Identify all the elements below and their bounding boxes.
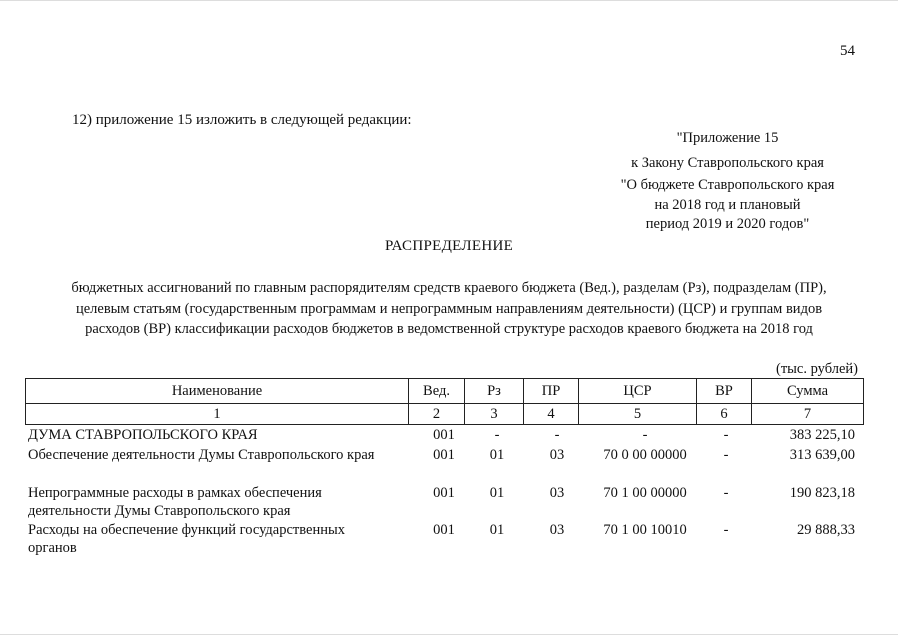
- row-rz: 01: [489, 522, 505, 538]
- row-pr: 03: [549, 522, 565, 538]
- column-header-csr: ЦСР: [579, 379, 697, 404]
- row-csr: -: [642, 427, 648, 443]
- column-header-vr: ВР: [697, 379, 752, 404]
- row-pr: 03: [549, 485, 565, 501]
- row-vr: -: [723, 427, 729, 443]
- row-name-line: Расходы на обеспечение функций государственных: [28, 522, 345, 538]
- column-number: 1: [26, 404, 409, 425]
- row-sum: 313 639,00: [789, 447, 855, 463]
- column-number: 6: [697, 404, 752, 425]
- description-line: целевым статьям (государственным программам и непрограммным направлениям деятельности) (ЦСР) и группам видов: [75, 300, 823, 317]
- row-vr: -: [723, 522, 729, 538]
- appendix-line: период 2019 и 2020 годов": [645, 216, 810, 232]
- description-line: расходов (ВР) классификации расходов бюджетов в ведомственной структуре расходов краевого бюджета на 2018 год: [85, 321, 813, 337]
- column-number: 3: [465, 404, 524, 425]
- column-header-sum: Сумма: [752, 379, 864, 404]
- column-number: 4: [524, 404, 579, 425]
- row-ved: 001: [433, 427, 455, 443]
- document-heading: РАСПРЕДЕЛЕНИЕ: [384, 238, 514, 254]
- column-number: 5: [579, 404, 697, 425]
- table-header: [25, 378, 864, 425]
- row-pr: -: [554, 427, 560, 443]
- row-sum: 190 823,18: [789, 485, 855, 501]
- row-rz: -: [494, 427, 500, 443]
- column-header-name: Наименование: [26, 379, 409, 404]
- row-pr: 03: [549, 447, 565, 463]
- column-header-ved: Вед.: [409, 379, 465, 404]
- column-header-rz: Рз: [465, 379, 524, 404]
- appendix-title: "Приложение 15: [676, 130, 779, 146]
- row-csr: 70 0 00 00000: [603, 447, 687, 463]
- row-vr: -: [723, 447, 729, 463]
- appendix-line: к Закону Ставропольского края: [631, 155, 824, 171]
- appendix-line: "О бюджете Ставропольского края: [620, 177, 835, 193]
- row-ved: 001: [433, 522, 455, 538]
- row-name-line: деятельности Думы Ставропольского края: [28, 503, 291, 519]
- row-name-line: Непрограммные расходы в рамках обеспечения: [28, 485, 322, 501]
- row-csr: 70 1 00 00000: [603, 485, 687, 501]
- description-line: бюджетных ассигнований по главным распорядителям средств краевого бюджета (Вед.), разделам (Рз), подразделам (ПР),: [71, 280, 827, 296]
- document-description: [20, 278, 878, 340]
- row-ved: 001: [433, 485, 455, 501]
- row-ved: 001: [433, 447, 455, 463]
- scan-top-edge: [0, 0, 898, 1]
- intro-paragraph: 12) приложение 15 изложить в следующей редакции:: [72, 112, 412, 128]
- row-sum: 383 225,10: [789, 427, 855, 443]
- row-vr: -: [723, 485, 729, 501]
- row-sum: 29 888,33: [797, 522, 855, 538]
- row-name: Обеспечение деятельности Думы Ставропольского края: [28, 447, 375, 463]
- units-label: (тыс. рублей): [776, 361, 858, 377]
- column-number: 7: [752, 404, 864, 425]
- scan-bottom-edge: [0, 634, 898, 635]
- column-number: 2: [409, 404, 465, 425]
- row-name: ДУМА СТАВРОПОЛЬСКОГО КРАЯ: [28, 427, 258, 443]
- page-number: 54: [840, 43, 855, 59]
- row-csr: 70 1 00 10010: [603, 522, 687, 538]
- appendix-line: на 2018 год и плановый: [654, 197, 801, 213]
- column-header-pr: ПР: [524, 379, 579, 404]
- row-name-line: органов: [28, 540, 77, 556]
- row-rz: 01: [489, 485, 505, 501]
- row-rz: 01: [489, 447, 505, 463]
